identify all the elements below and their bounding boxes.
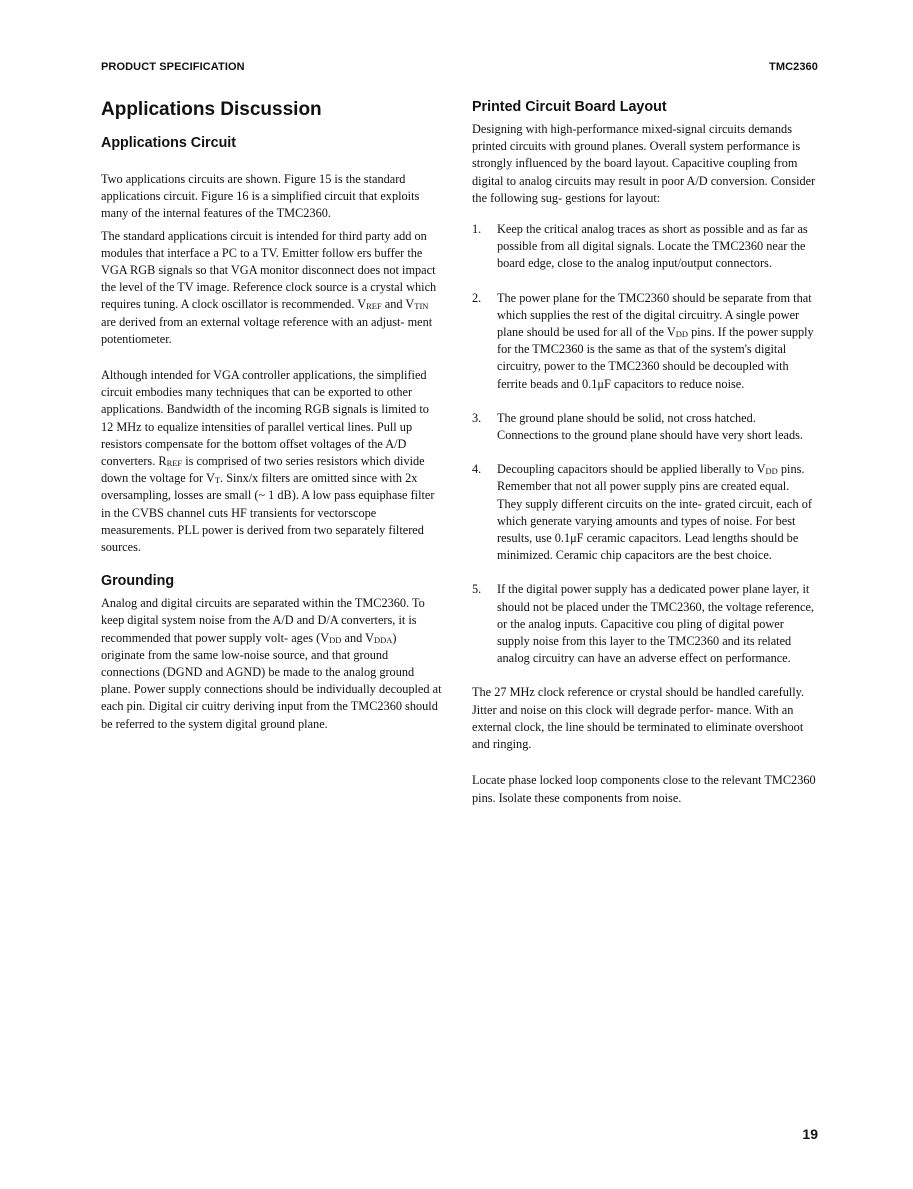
list-item <box>472 461 817 564</box>
pcb-layout-heading: Printed Circuit Board Layout <box>472 99 667 115</box>
list-item <box>472 581 817 667</box>
pll-paragraph: Locate phase locked loop components close to the relevant TMC2360 pins. Isolate these components from noise. <box>472 773 816 805</box>
circuit-paragraph-2: The standard applications circuit is intended for third party add on modules that interface a PC to a TV. Emitter follow ers buffer the VGA RGB signals so that VGA monitor disconnect does not impact the level of the TV image. Reference clock source is a crystal which requires tuning. A clock oscillator is recommended. $V_{REF}$ and $V_{TIN}$ are derived from an external voltage reference with an adjust- ment potentiometer. <box>101 228 437 346</box>
left-column <box>101 98 443 738</box>
list-item-text: Decoupling capacitors should be applied liberally to $V_{DD}$ pins. Remember that not all power supply pins are created equal. They supply different circuits on the inte- grated circuit, each of which generate varying amounts and types of noise. For best results, use 0.1μF ceramic capacitors. Lead lengths should be minimized. Ceramic chip capacitors are the best choice. <box>497 462 812 563</box>
layout-suggestions-list <box>472 221 817 667</box>
grounding-paragraph: Analog and digital circuits are separated within the TMC2360. To keep digital system noise from the A/D and D/A converters, it is recommended that power supply volt- ages ($V_{DD}$ and $V_{DDA}$) originate from the same low-noise source, and that ground connections (DGND and AGND) be made to the analog ground plane. Power supply connections should be individually decoupled at each pin. Digital cir cuitry deriving input from the TMC2360 should be referred to the system digital ground plane. <box>101 596 442 731</box>
grounding-heading: Grounding <box>101 573 175 590</box>
circuit-paragraph-3: Although intended for VGA controller applications, the simplified circuit embodies many techniques that can be exported to other applications. Bandwidth of the incoming RGB signals is limited to 12 MHz to equalize intensities of parallel vertical lines. Pull up resistors compensate for the bottom offset voltages of the A/D converters. $R_{REF}$ is comprised of two series resistors which divide down the voltage for $V_T$. Sinx/x filters are omitted since with 2x oversampling, losses are small (~ 1 dB). A low pass equiphase filter in the CVBS channel cuts HF transients for vectorscope measurements. PLL power is derived from two separately filtered sources. <box>101 368 435 555</box>
list-item <box>472 410 817 444</box>
list-item-text: Keep the critical analog traces as short as possible and as far as possible from all digital signals. Locate the TMC2360 near the board edge, close to the analog input/output connectors. <box>497 222 808 271</box>
running-header-right: TMC2360 <box>769 61 818 73</box>
running-header-left: PRODUCT SPECIFICATION <box>101 61 245 73</box>
list-item-text: The power plane for the TMC2360 should be separate from that which supplies the rest of the digital circuitry. A single power plane should be used for all of the $V_{DD}$ pins. If the power supply for the TMC2360 is the same as that of the system's digital circuitry, power to the TMC2360 should be decoupled with ferrite beads and 0.1μF capacitors to reduce noise. <box>497 290 814 391</box>
list-item <box>472 290 817 393</box>
page-number: 19 <box>802 1126 818 1142</box>
list-item-number: 4. <box>472 462 482 477</box>
list-item-number: 5. <box>472 582 482 597</box>
clock-paragraph: The 27 MHz clock reference or crystal should be handled carefully. Jitter and noise on this clock will degrade perfor- mance. With an external clock, the line should be terminated to eliminate overshoot and ringing. <box>472 685 805 752</box>
list-item-number: 3. <box>472 410 482 425</box>
pcb-intro-paragraph: Designing with high-performance mixed-signal circuits demands printed circuits with ground planes. Overall system performance is strongly influenced by the board layout. Capacitive coupling from digital to analog circuits may result in poor A/D conversion. Consider the following sug- gestions for layout: <box>472 122 816 205</box>
right-column <box>472 98 817 812</box>
list-item-text: The ground plane should be solid, not cross hatched. Connections to the ground plane should have very short leads. <box>497 410 803 443</box>
list-item-number: 1. <box>472 222 482 237</box>
applications-circuit-heading: Applications Circuit <box>101 135 237 151</box>
list-item <box>472 221 817 273</box>
list-item-number: 2. <box>472 290 482 305</box>
circuit-paragraph-1: Two applications circuits are shown. Figure 15 is the standard applications circuit. Figure 16 is a simplified circuit that exploits many of the internal features of the TMC2360. <box>101 172 420 221</box>
section-title: Applications Discussion <box>101 99 322 120</box>
list-item-text: If the digital power supply has a dedicated power plane layer, it should not be placed under the TMC2360, the voltage reference, or the analog inputs. Capacitive cou pling of digital power supply noise from this layer to the TMC2360 and its related analog circuitry can have an adverse effect on performance. <box>497 582 814 666</box>
